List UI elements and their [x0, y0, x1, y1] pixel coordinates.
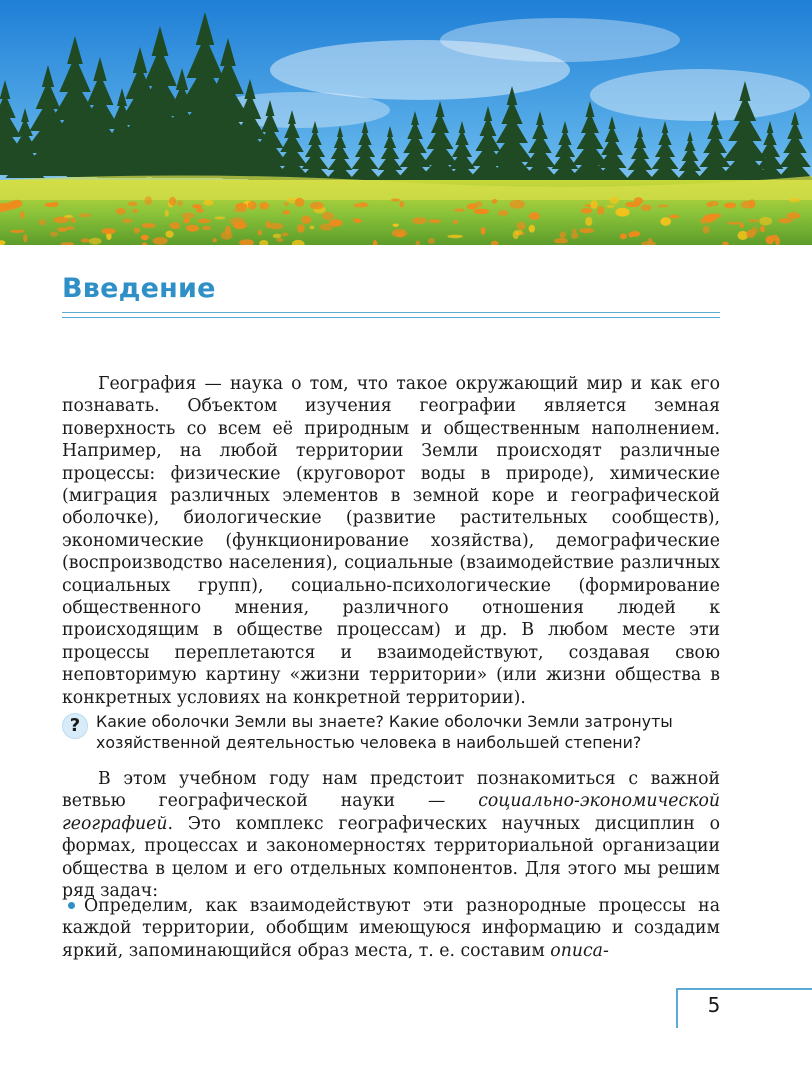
flower-spot	[473, 209, 489, 215]
flower-spot	[134, 227, 140, 233]
flower-spot	[620, 233, 627, 239]
header-banner-photo	[0, 0, 812, 245]
flower-spot	[492, 199, 498, 204]
flower-spot	[177, 200, 183, 206]
flower-spot	[142, 223, 156, 228]
flower-spot	[276, 238, 283, 242]
flower-spot	[572, 229, 576, 233]
flower-spot	[214, 216, 225, 219]
flower-spot	[454, 208, 465, 212]
flower-spot	[467, 204, 477, 210]
flower-spot	[116, 208, 126, 215]
page-number-frame	[676, 988, 812, 1028]
flower-spot	[230, 217, 245, 225]
flower-spot	[775, 238, 780, 245]
flower-spot	[145, 196, 153, 205]
flower-spot	[498, 210, 509, 216]
flower-spot	[554, 238, 568, 243]
question-icon: ?	[62, 713, 88, 739]
flower-spot	[169, 222, 180, 229]
page-title: Введение	[62, 273, 216, 304]
flower-spot	[79, 213, 91, 217]
flower-spot	[412, 217, 427, 224]
flower-spot	[153, 237, 168, 245]
flower-spot	[202, 226, 211, 230]
flower-spot	[213, 238, 217, 242]
flower-spot	[122, 218, 132, 223]
list-item	[62, 895, 720, 962]
flower-spot	[727, 222, 743, 225]
tasks-paragraph-end: . Это комплекс географических научных дисциплин о формах, процессах и закономерностях территориальной организации общества в целом и его отдельных компонентов. Для этого мы решим ряд задач:	[62, 813, 720, 902]
flower-spot	[329, 219, 343, 227]
flower-spot	[752, 227, 758, 235]
flower-spot	[89, 238, 102, 245]
forest-meadow-photo	[0, 0, 812, 245]
flower-spot	[301, 216, 311, 224]
flower-spot	[322, 212, 334, 220]
flower-spot	[529, 212, 540, 220]
flower-spot	[529, 225, 535, 233]
flower-spot	[509, 200, 525, 209]
flower-spot	[609, 197, 618, 204]
flower-spot	[748, 219, 760, 222]
flower-spot	[310, 202, 324, 209]
flower-spot	[45, 203, 59, 207]
bullet-dot-icon	[68, 902, 75, 909]
flower-spot	[741, 201, 755, 209]
flower-spot	[590, 200, 597, 209]
page-number: 5	[707, 993, 721, 1017]
flower-spot	[269, 223, 283, 229]
flower-spot	[273, 234, 282, 238]
list-item-emphasis: описа-	[550, 940, 609, 961]
flower-spot	[10, 201, 16, 209]
flower-spot	[258, 230, 262, 236]
flower-spot	[235, 203, 247, 210]
question-box	[62, 711, 720, 757]
flower-spot	[71, 218, 76, 223]
flower-spot	[192, 204, 202, 209]
flower-spot	[789, 198, 800, 202]
flower-spot	[128, 202, 138, 207]
flower-spot	[310, 226, 315, 230]
question-text: Какие оболочки Земли вы знаете? Какие оболочки Земли затронуты хозяйственной деятельностью человека в наибольшей степени?	[96, 712, 673, 752]
flower-spot	[724, 202, 736, 208]
flower-spot	[259, 202, 269, 210]
flower-spot	[284, 202, 289, 206]
flower-spot	[447, 235, 463, 239]
flower-spot	[66, 226, 75, 230]
flower-spot	[703, 226, 710, 234]
flower-spot	[101, 228, 115, 234]
flower-spot	[50, 232, 59, 237]
flower-spot	[615, 208, 629, 217]
flower-spot	[10, 230, 25, 233]
flower-spot	[453, 220, 458, 224]
flower-spot	[248, 201, 257, 209]
flower-spot	[648, 238, 653, 244]
emphasized-term: социально-экономической географией	[62, 791, 720, 834]
flower-spot	[581, 208, 593, 213]
flower-spot	[657, 205, 669, 208]
flower-spot	[778, 218, 793, 223]
flower-spot	[585, 217, 592, 226]
flower-spot	[787, 212, 801, 219]
flower-spot	[660, 217, 671, 226]
flower-spot	[641, 204, 652, 211]
flower-spot	[625, 202, 640, 207]
flower-spot	[182, 213, 195, 219]
flower-spot	[165, 210, 169, 217]
flower-spot	[481, 227, 486, 235]
flower-spot	[628, 232, 634, 237]
flower-spot	[669, 215, 679, 219]
flower-spot	[183, 218, 190, 224]
flower-spot	[760, 226, 765, 233]
flower-spot	[23, 234, 27, 243]
flower-spot	[597, 206, 605, 214]
flower-spot	[20, 211, 25, 218]
flower-spot	[204, 200, 214, 206]
flower-spot	[166, 231, 174, 238]
flower-spot	[221, 231, 233, 240]
flower-spot	[359, 202, 368, 206]
tasks-paragraph	[62, 768, 720, 902]
title-divider	[62, 312, 720, 318]
flower-spot	[169, 197, 176, 206]
flower-spot	[400, 201, 404, 207]
flower-spot	[196, 208, 204, 213]
flower-spot	[391, 199, 401, 202]
flower-spot	[354, 219, 363, 223]
intro-paragraph: География — наука о том, что такое окружающий мир и как его познавать. Объектом изучения географии является земная поверхность со всем её природным и общественным наполнением. Например, на любой территории Земли происходят различные процессы: физические (круговорот воды в природе), химические (миграция различных элементов в земной коре и географической оболочке), биологические (развитие растительных сообществ), экономические (функционирование хозяйства), демографические (воспроизводство населения), социальные (взаимодействие различных социальных групп), социально-психологические (формирование общественного мнения, различного отношения людей к происходящим в обществе процессам) и др. В любом месте эти процессы переплетаются и взаимодействуют, создавая свою неповторимую картину «жизни территории» (или жизни общества в конкретных условиях на конкретной территории).	[62, 374, 720, 708]
flower-spot	[571, 232, 578, 239]
flower-spot	[295, 198, 305, 207]
flower-spot	[186, 225, 199, 232]
flower-spot	[579, 228, 594, 233]
flower-spot	[132, 209, 138, 213]
flower-spot	[297, 224, 305, 233]
flower-spot	[283, 210, 291, 214]
flower-spot	[57, 227, 67, 231]
flower-spot	[759, 217, 772, 226]
flower-spot	[393, 224, 399, 227]
flower-spot	[606, 205, 614, 208]
flower-spot	[197, 219, 210, 224]
tasks-paragraph-start: В этом учебном году нам предстоит познакомиться с важной ветвью географической науки —	[62, 769, 720, 812]
flower-spot	[517, 222, 526, 231]
list-item-text: Определим, как взаимодействуют эти разнородные процессы на каждой территории, обобщим имеющуюся информацию и создадим яркий, запоминающийся образ места, т. е. составим	[62, 896, 720, 961]
flower-spot	[81, 238, 90, 242]
flower-spot	[392, 229, 407, 237]
flower-spot	[39, 219, 46, 225]
flower-spot	[281, 233, 289, 237]
flower-spot	[429, 219, 441, 223]
flower-spot	[64, 215, 73, 218]
flower-spot	[706, 202, 713, 207]
flower-spot	[428, 238, 435, 244]
flower-spot	[560, 231, 566, 238]
flower-spot	[708, 214, 721, 219]
flower-spot	[141, 235, 149, 241]
flower-spot	[513, 230, 519, 239]
